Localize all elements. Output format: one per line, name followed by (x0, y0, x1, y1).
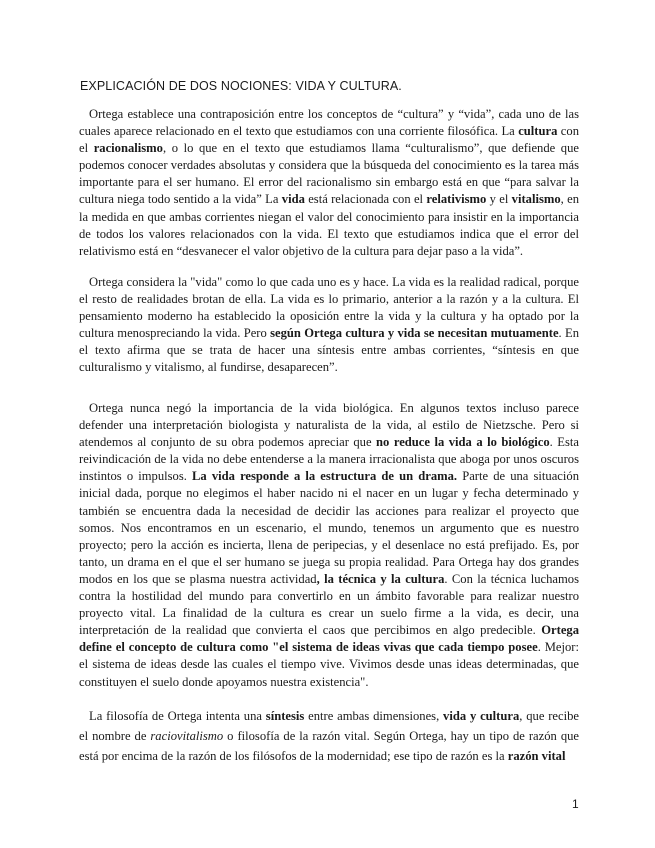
paragraph-1 (79, 106, 579, 260)
paragraph-4 (79, 706, 579, 766)
text-segment: , o lo que en el texto que estudiamos llama “culturalismo”, que defiende que podemos conocer verdades absolutas y considera que la búsqueda del conocimiento es la tarea más importante para el ser humano. El error del racionalismo sin embargo está en que “para salvar la cultura niega todo sentido a la vida” La (79, 141, 579, 207)
text-segment: está relacionada con el (304, 192, 427, 207)
text-segment: relativismo (426, 192, 487, 207)
text-segment: , en la medida en que ambas corrientes niegan el valor del conocimiento para insistir en la importancia de todos los valores relacionados con la vida. El texto que estudiamos indica que el error del relativismo está en “desvanecer el valor objetivo de la cultura para dejar paso a la vida”. (79, 192, 579, 258)
text-segment: . Esta reivindicación de la vida no debe entenderse a la manera irracionalista que aboga por unos oscuros instintos o impulsos. (79, 435, 579, 484)
document-title: EXPLICACIÓN DE DOS NOCIONES: VIDA Y CULTURA. (80, 79, 402, 93)
text-segment: no reduce la vida a lo biológico (376, 435, 550, 450)
text-segment: La vida responde a la estructura de un drama. (192, 469, 458, 484)
text-segment: o filosofía de la razón vital. Según Ortega, hay un tipo de razón que está por encima de la razón de los filósofos de la modernidad; ese tipo de razón es la (79, 729, 580, 763)
text-segment: raciovitalismo (150, 729, 224, 743)
text-segment: según Ortega cultura y vida se necesitan mutuamente (270, 326, 559, 341)
text-segment: Ortega nunca negó la importancia de la vida biológica. En algunos textos incluso parece defender una interpretación biologista y naturalista de la vida, al estilo de Nietzsche. Pero si atendemos al conjunto de su obra podemos apreciar que (79, 401, 579, 450)
text-segment: cultura (518, 124, 558, 139)
text-segment: La filosofía de Ortega intenta una (89, 709, 266, 723)
text-segment: , la técnica y la cultura (316, 571, 445, 586)
text-segment: Parte de una situación inicial dada, porque no elegimos el haber nacido ni el nacer en un lugar y fecha determinado y también se encuentra dada la necesidad de decidir las acciones para realizar el proyecto que somos. Nos encontramos en un escenario, el mundo, tenemos un argumento que es nuestro proyecto; pero la acción es incierta, llena de peripecias, y el desenlace no está prefijado. Es, por tanto, un drama en el que el ser humano se juega su propia realidad. Para Ortega hay dos grandes modos en los que se plasma nuestra actividad (79, 469, 579, 586)
page-number: 1 (572, 797, 579, 811)
text-segment: vida y cultura (443, 709, 520, 723)
text-segment: vitalismo (511, 192, 561, 207)
text-segment: razón vital (507, 749, 566, 763)
text-segment: . Mejor: el sistema de ideas desde las cuales el tiempo vive. Vivimos desde unas ideas determinadas, que constituyen el suelo donde apoyamos nuestra existencia". (79, 640, 579, 689)
text-segment: vida (281, 192, 305, 207)
text-segment: Ortega considera la "vida" como lo que cada uno es y hace. La vida es la realidad radical, porque el resto de realidades brotan de ella. La vida es lo primario, anterior a la razón y a la cultura. El pensamiento moderno ha establecido la oposición entre la vida y la cultura y ha optado por la cultura menospreciando la vida. Pero (79, 275, 579, 341)
paragraph-2 (79, 274, 579, 377)
text-segment: , que recibe el nombre de (79, 709, 579, 743)
text-segment: síntesis (265, 709, 305, 723)
text-segment: Ortega define el concepto de cultura como "el sistema de ideas vivas que cada tiempo posee (79, 623, 579, 655)
text-segment: . En el texto afirma que se trata de hacer una síntesis entre ambas corrientes, “síntesis en que culturalismo y vitalismo, al fundirse, desaparecen”. (79, 326, 579, 375)
text-segment: con el (79, 124, 579, 156)
text-segment: racionalismo (93, 141, 163, 156)
text-segment: entre ambas dimensiones, (304, 709, 444, 723)
paragraph-3 (79, 400, 579, 691)
text-segment: . Con la técnica luchamos contra la hostilidad del mundo para convertirlo en un ámbito favorable para realizar nuestro proyecto vital. La finalidad de la cultura es crear un suelo firme a la vida, es decir, una interpretación de la realidad que convierta el caos que percibimos en algo predecible. (79, 571, 579, 638)
text-segment: Ortega establece una contraposición entre los conceptos de “cultura” y “vida”, cada uno de las cuales aparece relacionado en el texto que estudiamos con una corriente filosófica. La (79, 107, 579, 139)
text-segment: y el (486, 192, 512, 207)
